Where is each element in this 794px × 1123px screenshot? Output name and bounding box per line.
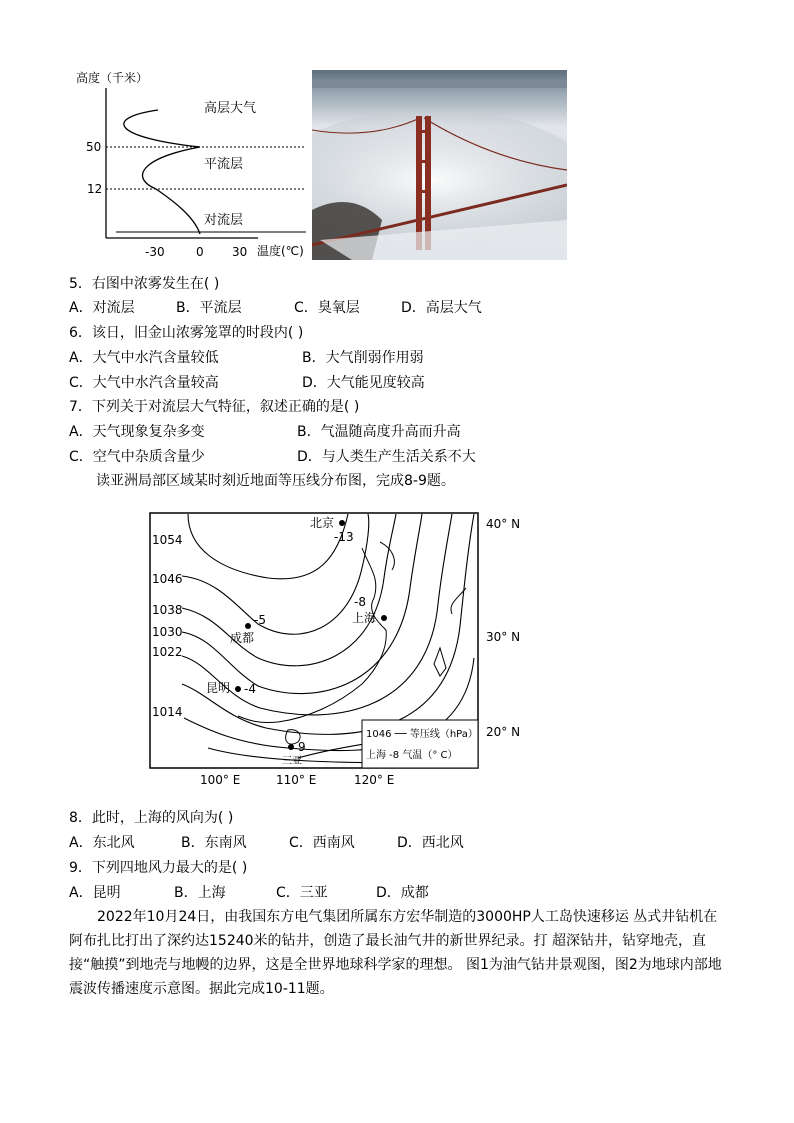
city-kunming: 昆明 <box>206 681 231 695</box>
q7-option-c[interactable]: C．空气中杂质含量少 <box>69 449 205 465</box>
isobar-1046: 1046 <box>152 572 183 586</box>
layer-stratosphere-label: 平流层 <box>204 157 244 172</box>
tick-30: 30 <box>232 245 248 259</box>
city-chengdu: 成都 <box>230 631 255 645</box>
golden-gate-fog-photo <box>312 70 567 260</box>
isobar-map <box>148 508 538 792</box>
isobar-1022: 1022 <box>152 645 183 659</box>
tick-0: 0 <box>196 245 204 259</box>
tick-minus30: -30 <box>145 245 165 259</box>
isobar-1038: 1038 <box>152 603 183 617</box>
layer-troposphere-label: 对流层 <box>204 213 244 228</box>
lon-110e: 110° E <box>276 773 317 787</box>
temp-chengdu: -5 <box>254 613 266 627</box>
q8-option-b[interactable]: B．东南风 <box>181 835 247 851</box>
q9-option-d[interactable]: D．成都 <box>376 885 429 901</box>
question-6-stem: 6．该日，旧金山浓雾笼罩的时段内( ) <box>69 325 304 341</box>
q8-option-a[interactable]: A．东北风 <box>69 835 135 851</box>
map-intro: 读亚洲局部区域某时刻近地面等压线分布图，完成8-9题。 <box>96 473 455 489</box>
atmosphere-temperature-diagram <box>70 66 315 262</box>
city-beijing: 北京 <box>310 516 335 530</box>
lon-120e: 120° E <box>354 773 395 787</box>
lat-20n: 20° N <box>486 725 521 739</box>
drilling-passage: 2022年10月24日，由我国东方电气集团所属东方宏华制造的3000HP人工岛快速移运 丛式井钻机在阿布扎比打出了深约达15240米的钻井，创造了最长油气井的新世界纪录。打 超深钻井，钻穿地壳，直接“触摸”到地壳与地幔的边界，这是全世界地球科学家的理想。 图1为油气钻井景观图，图2为地球内部地震波传播速度示意图。据此完成10-11题。 <box>69 909 722 997</box>
layer-upper-label: 高层大气 <box>204 101 257 116</box>
question-7-stem: 7．下列关于对流层大气特征，叙述正确的是( ) <box>69 399 360 415</box>
q8-option-d[interactable]: D．西北风 <box>397 835 464 851</box>
lat-40n: 40° N <box>486 517 521 531</box>
q7-option-a[interactable]: A．天气现象复杂多变 <box>69 424 205 440</box>
q5-option-c[interactable]: C．臭氧层 <box>294 300 360 316</box>
diagram-y-label: 高度（千米） <box>76 71 149 85</box>
isobar-1014: 1014 <box>152 705 183 719</box>
q6-option-c[interactable]: C．大气中水汽含量较高 <box>69 375 219 391</box>
q6-option-d[interactable]: D．大气能见度较高 <box>302 375 425 391</box>
isobar-1054: 1054 <box>152 533 183 547</box>
temp-beijing: -13 <box>334 530 354 544</box>
q8-option-c[interactable]: C．西南风 <box>289 835 355 851</box>
lat-30n: 30° N <box>486 630 521 644</box>
question-8-stem: 8．此时，上海的风向为( ) <box>69 810 234 826</box>
question-9-stem: 9．下列四地风力最大的是( ) <box>69 860 248 876</box>
question-5-stem: 5．右图中浓雾发生在( ) <box>69 276 220 292</box>
isobar-1030: 1030 <box>152 625 183 639</box>
temp-shanghai: -8 <box>354 595 366 609</box>
q9-option-b[interactable]: B．上海 <box>174 885 226 901</box>
temp-sanya: 9 <box>298 740 306 754</box>
tick-12: 12 <box>87 182 103 196</box>
tick-50: 50 <box>86 140 102 154</box>
q6-option-b[interactable]: B．大气削弱作用弱 <box>302 350 424 366</box>
q5-option-a[interactable]: A．对流层 <box>69 300 135 316</box>
lon-100e: 100° E <box>200 773 241 787</box>
temp-kunming: -4 <box>244 682 256 696</box>
q9-option-c[interactable]: C．三亚 <box>276 885 328 901</box>
legend-isobar: 1046 ── 等压线（hPa） <box>366 729 478 740</box>
q9-option-a[interactable]: A．昆明 <box>69 885 121 901</box>
city-shanghai: 上海 <box>352 611 377 625</box>
q6-option-a[interactable]: A．大气中水汽含量较低 <box>69 350 219 366</box>
q7-option-b[interactable]: B．气温随高度升高而升高 <box>297 424 461 440</box>
q7-option-d[interactable]: D．与人类生产生活关系不大 <box>297 449 476 465</box>
diagram-x-label: 温度(℃) <box>257 244 304 258</box>
temperature-curve <box>124 110 200 234</box>
city-sanya: 三亚 <box>282 756 302 767</box>
q5-option-b[interactable]: B．平流层 <box>176 300 242 316</box>
legend-temperature: 上海 -8 气温（° C） <box>366 750 458 761</box>
q5-option-d[interactable]: D．高层大气 <box>401 300 482 316</box>
